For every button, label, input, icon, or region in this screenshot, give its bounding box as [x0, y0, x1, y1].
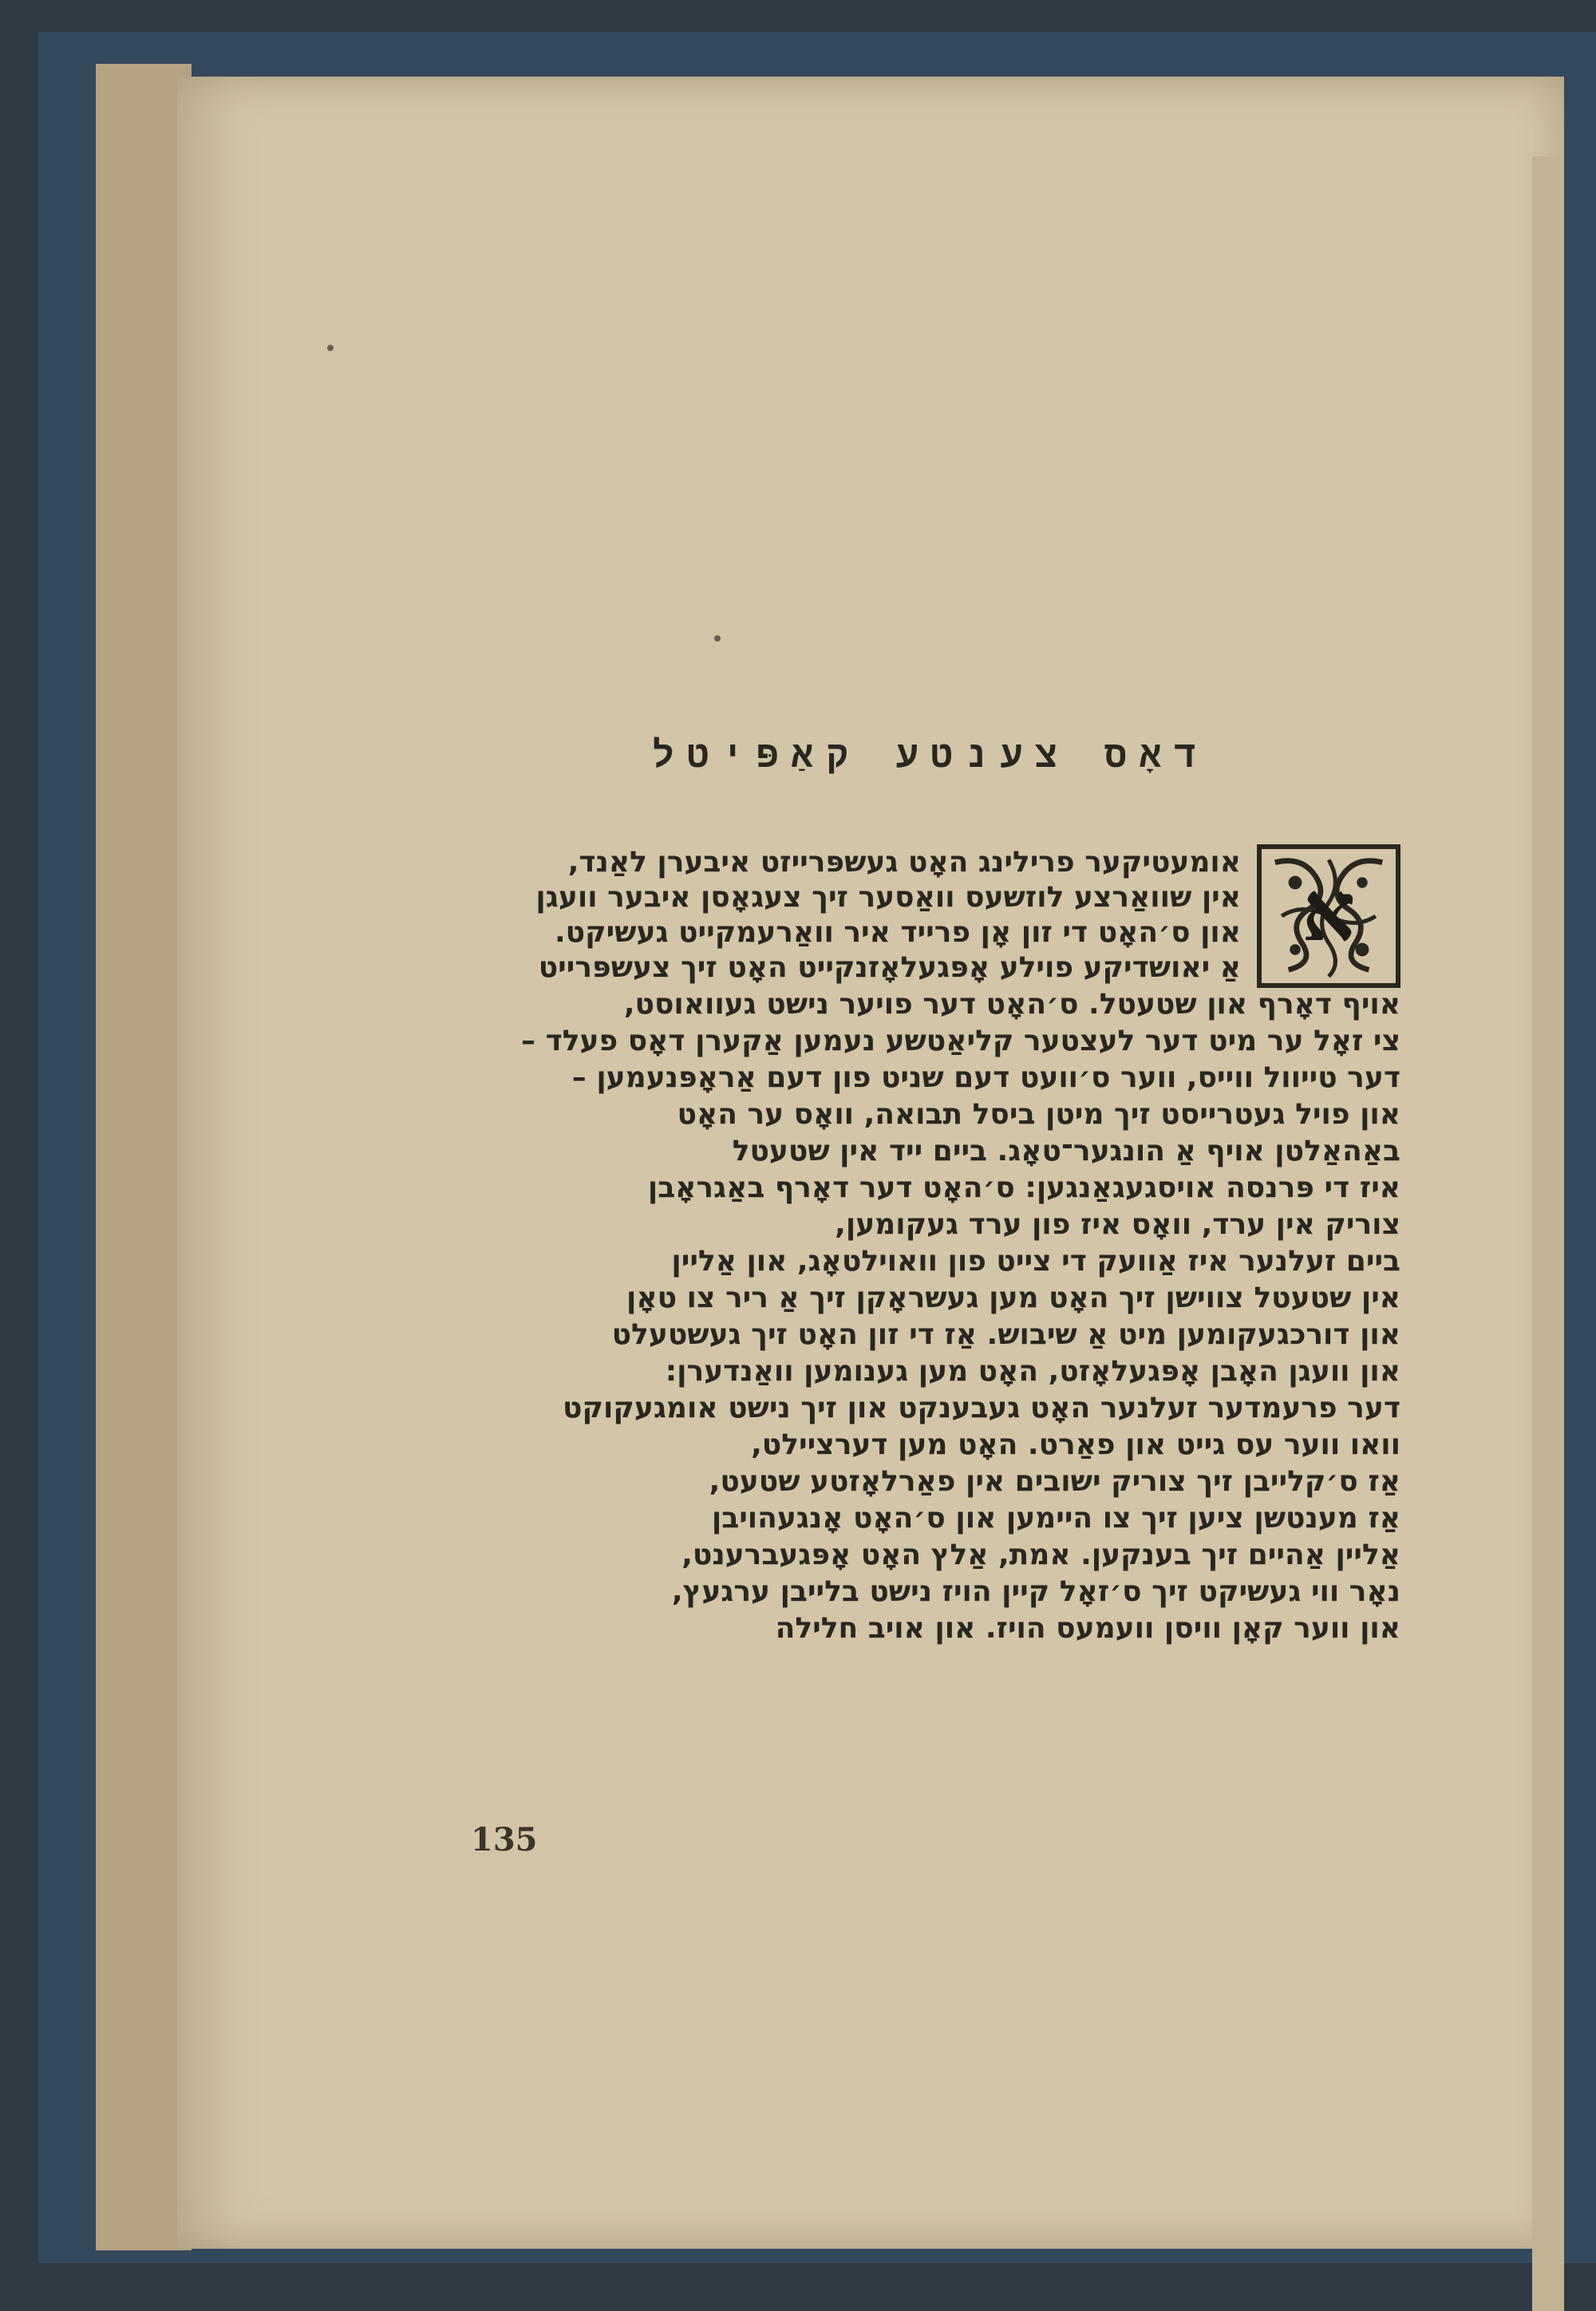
body-line: אין שטעטל צווישן זיך האָט מען געשראָקן זיך אַ ריר צו טאָן [626, 1282, 1400, 1314]
body-line: וואו ווער עס גייט און פאַרט. האָט מען דערציילט, [751, 1428, 1400, 1461]
body-line: און ווער קאָן וויסן וועמעס הויז. און אויב חלילה [775, 1612, 1400, 1645]
body-line: צי זאָל ער מיט דער לעצטער קליאַטשע נעמען אַקערן דאָס פעלד – [521, 1025, 1400, 1057]
body-line: אומעטיקער פרילינג האָט געשפּרייזט איבערן לאַנד, [567, 846, 1241, 879]
body-line: אַז ס׳קלייבן זיך צוריק ישובים אין פאַרלאָזטע שטעט, [709, 1465, 1400, 1498]
body-line: אַ יאושדיקע פוילע אָפּגעלאָזנקייט האָט זיך צעשפּרייט [538, 951, 1241, 984]
body-line: באַהאַלטן אויף אַ הונגער־טאָג. ביים ייד אין שטעטל [732, 1135, 1400, 1167]
body-line: אַליין אַהיים זיך בענקען. אמת, אַלץ האָט אָפּגעברענט, [681, 1539, 1400, 1571]
ornamental-letter-icon [1262, 849, 1396, 983]
body-line: אויף דאָרף און שטעטל. ס׳האָט דער פויער נישט געוואוסט, [623, 988, 1400, 1021]
svg-text:א: א [1302, 862, 1356, 961]
body-line: און וועגן האָבן אָפּגעלאָזט, האָט מען גענומען וואַנדערן: [665, 1355, 1400, 1388]
body-line: נאָר ווי געשיקט זיך ס׳זאָל קיין הויז נישט בלייבן ערגעץ, [671, 1575, 1400, 1608]
body-line: ביים זעלנער איז אַוועק די צייט פון וואוילטאָג, און אַליין [671, 1245, 1400, 1278]
body-line: צוריק אין ערד, וואָס איז פון ערד געקומען, [835, 1208, 1400, 1241]
body-line: דער טייוול ווייס, ווער ס׳וועט דעם שניט פון דעם אַראָפּנעמען – [571, 1061, 1400, 1094]
page-speck [714, 635, 721, 642]
body-line: דער פרעמדער זעלנער האָט געבענקט און זיך נישט אומגעקוקט [563, 1392, 1400, 1424]
body-line: און דורכגעקומען מיט אַ שיבוש. אַז די זון האָט זיך געשטעלט [611, 1318, 1400, 1351]
next-page-edge [1532, 156, 1564, 2311]
body-line: און פויל געטרייסט זיך מיטן ביסל תבואה, וואָס ער האָט [677, 1098, 1400, 1131]
body-line: איז די פּרנסה אויסגעגאַנגען: ס׳האָט דער דאָרף באַגראָבן [647, 1171, 1400, 1204]
page-speck [327, 345, 334, 351]
body-line: אַז מענטשן ציען זיך צו היימען און ס׳האָט אָנגעהויבן [711, 1502, 1400, 1535]
chapter-title: דאָס צענטע קאַפּיטל [652, 733, 1209, 776]
page-number: 135 [471, 1821, 538, 1859]
body-line: אין שוואַרצע לוזשעס וואַסער זיך צעגאָסן איבער וועגן [535, 881, 1241, 914]
drop-cap-initial [1257, 844, 1400, 988]
body-line: און ס׳האָט די זון אָן פרייד איר וואַרעמקייט געשיקט. [554, 916, 1241, 949]
